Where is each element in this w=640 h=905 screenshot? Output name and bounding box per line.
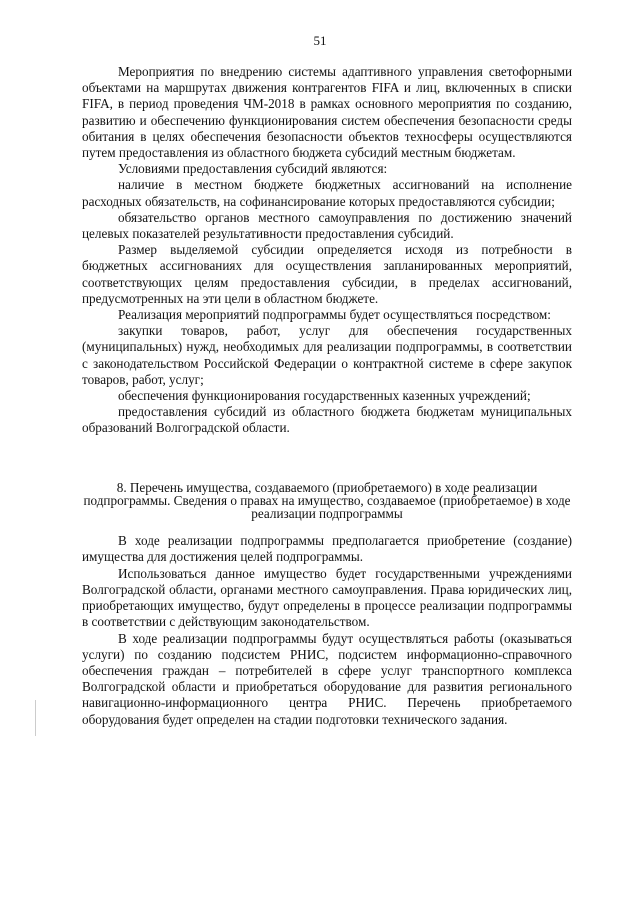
list-item: предоставления субсидий из областного бюджета бюджетам муниципальных образований Волгоградской области. — [82, 404, 572, 436]
paragraph: В ходе реализации подпрограммы предполагается приобретение (создание) имущества для достижения целей подпрограммы. — [82, 533, 572, 565]
list-item: наличие в местном бюджете бюджетных ассигнований на исполнение расходных обязательств, на софинансирование которых предоставляются субсидии; — [82, 177, 572, 209]
page-number: 51 — [313, 33, 327, 48]
paragraph: В ходе реализации подпрограммы будут осуществляться работы (оказываться услуги) по созданию подсистем РНИС, подсистем информационно-справочного обеспечения граждан – потребителей в сфере услуг транспортного комплекса Волгоградской области и приобретаться оборудование для развития регионального навигационно-информационного центра РНИС. Перечень приобретаемого оборудования будет определен на стадии подготовки технического задания. — [82, 630, 572, 727]
paragraph: Условиями предоставления субсидий являются: — [118, 161, 388, 177]
section-spacer — [82, 437, 572, 467]
paragraph: Мероприятия по внедрению системы адаптивного управления светофорными объектами на маршрутах движения контрагентов FIFA и лиц, включенных в списки FIFA, в период проведения ЧМ-2018 в рамках основного мероприятия по созданию, развитию и обеспечению функционирования систем обеспечения безопасности среды обитания в целях обеспечения безопасности объектов техносферы осуществляются путем предоставления из областного бюджета субсидий местным бюджетам. — [82, 64, 572, 161]
paragraph: Использоваться данное имущество будет государственными учреждениями Волгоградской области, органами местного самоуправления. Права юридических лиц, приобретающих имущество, будут определены в процессе реализации подпрограммы в соответствии с действующим законодательством. — [82, 565, 572, 630]
section-heading: 8. Перечень имущества, создаваемого (приобретаемого) в ходе реализации подпрограммы. Сведения о правах на имущество, создаваемое (приобретаемое) в ходе реализации подпрограммы — [83, 479, 571, 522]
list-item: обязательство органов местного самоуправления по достижению значений целевых показателей результативности предоставления субсидий. — [82, 209, 572, 242]
document-body — [82, 64, 572, 728]
paragraph: Размер выделяемой субсидии определяется исходя из потребности в бюджетных ассигнованиях для осуществления запланированных мероприятий, соответствующих целям предоставления субсидии, в пределах ассигнований, предусмотренных на эти цели в областном бюджете. — [82, 242, 572, 306]
paragraph: Реализация мероприятий подпрограммы будет осуществляться посредством: — [118, 307, 551, 323]
list-item: обеспечения функционирования государственных казенных учреждений; — [118, 388, 531, 404]
section-spacer — [82, 520, 572, 533]
list-item: закупки товаров, работ, услуг для обеспечения государственных (муниципальных) нужд, необходимых для реализации подпрограммы, в соответствии с законодательством Российской Федерации о контрактной системе в сфере закупок товаров, работ, услуг; — [82, 323, 572, 387]
scan-margin-mark — [35, 700, 36, 736]
